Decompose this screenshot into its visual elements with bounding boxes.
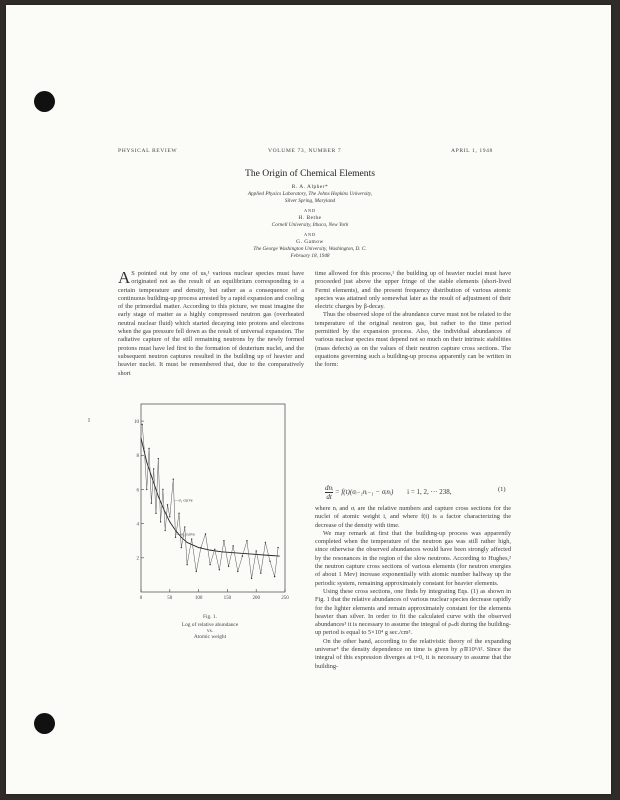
punch-hole-bottom: [34, 713, 55, 734]
data-point-observed: [196, 571, 197, 572]
data-point-observed: [237, 571, 238, 572]
x-tick-label: 150: [223, 596, 232, 601]
y-tick-label: 2: [136, 556, 139, 562]
figure-caption-label: Fig. 1.: [203, 614, 217, 620]
data-point-observed: [274, 576, 275, 577]
figure-caption-line: vs.: [206, 628, 214, 634]
data-point-observed: [269, 561, 270, 562]
data-point-observed: [173, 479, 174, 480]
x-tick-label: 100: [194, 596, 203, 601]
plot-frame: [141, 404, 285, 592]
data-point-observed: [260, 573, 261, 574]
equation-number: (1): [498, 486, 506, 493]
data-point-observed: [158, 458, 159, 459]
x-tick-label: 200: [252, 596, 260, 601]
data-point-observed: [155, 513, 156, 514]
data-point-observed: [242, 555, 243, 556]
body-paragraph: We may remark at first that the building-up process was apparently completed when the temperature of the neutron gas was still rather high, since otherwise the observed abundances would have been strongly affected by the resonances in the region of the slow neutrons. According to Hughes,² the neutron capture cross sections of various elements (for neutron energies of about 1 Mev) increase exponentially with atomic number halfway up the periodic system, remaining approximately constant for heavier elements.: [315, 529, 511, 587]
data-point-calculated: [233, 552, 234, 553]
and-separator: AND: [304, 232, 316, 237]
data-point-observed: [181, 547, 182, 548]
curve-label: —σ₂ curve: [176, 531, 195, 537]
body-paragraph: Thus the observed slope of the abundance curve must not be related to the temperature of the original neutron gas, but rather to the time period permitted by the expansion process. Also, the individual abundances of various nuclear species must depend not so much on their intrinsic stabilities (mass defects) as on the values of their neutron capture cross sections. The equations governing such a building-up process apparently can be written in the form:: [315, 311, 511, 369]
data-point-calculated: [169, 521, 170, 522]
equation-denominator: dt: [326, 493, 332, 501]
data-point-observed: [251, 578, 252, 579]
author-affiliation: Applied Physics Laboratory, The Johns Hopkins University,: [247, 191, 373, 197]
data-point-observed: [178, 513, 179, 514]
figure-caption-line: Log of relative abundance: [181, 622, 239, 628]
right-column: [315, 270, 511, 370]
margin-mark: I: [88, 418, 90, 424]
issue-date: APRIL 1, 1948: [451, 148, 493, 154]
data-point-observed: [160, 521, 161, 522]
data-point-observed: [246, 540, 247, 541]
data-point-observed: [265, 542, 266, 543]
data-point-calculated: [198, 547, 199, 548]
data-point-observed: [256, 550, 257, 551]
y-tick-label: 4: [136, 522, 139, 528]
data-point-observed: [214, 549, 215, 550]
author-name: R. A. Alpher*: [291, 184, 329, 190]
journal-name: PHYSICAL REVIEW: [118, 148, 178, 154]
data-point-observed: [167, 504, 168, 505]
data-point-observed: [146, 489, 147, 490]
body-paragraph: where nᵢ and σᵢ are the relative numbers and capture cross sections for the nuclei of atomic weight i, and where f(t) is a factor characterizing the decrease of the density with time.: [315, 505, 511, 529]
data-point-calculated: [158, 496, 159, 497]
equation-rhs: = f(t)(σᵢ₋₁nᵢ₋₁ − σᵢnᵢ): [334, 488, 394, 497]
y-tick-label: 8: [136, 454, 139, 460]
data-point-observed: [277, 547, 278, 548]
series-line-observed: [142, 425, 278, 579]
author-affiliation: Cornell University, Ithaca, New York: [271, 222, 349, 228]
series-line-calculated: [141, 438, 279, 556]
left-column: [118, 270, 304, 378]
x-tick-label: 0: [139, 596, 143, 601]
data-point-calculated: [181, 537, 182, 538]
y-tick-label: 10: [134, 419, 139, 425]
data-point-observed: [164, 530, 165, 531]
equation-1: [315, 484, 511, 501]
data-point-observed: [223, 540, 224, 541]
right-column-continued: [315, 505, 511, 671]
data-point-calculated: [210, 550, 211, 551]
data-point-calculated: [267, 555, 268, 556]
data-point-calculated: [187, 542, 188, 543]
data-point-observed: [186, 564, 187, 565]
data-point-calculated: [141, 438, 142, 439]
body-paragraph: time allowed for this process,¹ the building up of heavier nuclei must have proceeded just above the upper fringe of the stable elements (short-lived Fermi elements), and the present frequency distribution of various atomic species was attained only somewhat later as the result of adjustment of their electric charges by β-decay.: [315, 270, 511, 311]
received-date: February 18, 1948: [290, 253, 330, 259]
curve-label: —σ₁ curve: [174, 497, 193, 503]
punch-hole-top: [34, 91, 55, 112]
data-point-observed: [169, 516, 170, 517]
data-point-calculated: [279, 556, 280, 557]
figure-caption-line: Atomic weight: [193, 634, 227, 640]
data-point-observed: [228, 566, 229, 567]
x-tick-label: 50: [167, 596, 173, 601]
paper-sheet: [6, 5, 611, 794]
data-point-observed: [141, 424, 142, 425]
data-point-observed: [205, 533, 206, 534]
data-point-calculated: [146, 462, 147, 463]
data-point-observed: [175, 537, 176, 538]
equation-range: i = 1, 2, ··· 238,: [407, 488, 452, 497]
data-point-observed: [200, 547, 201, 548]
author-affiliation: The George Washington University, Washington, D. C.: [253, 246, 367, 252]
data-point-observed: [162, 489, 163, 490]
x-tick-label: 250: [281, 596, 289, 601]
author-name: H. Bethe: [298, 215, 322, 221]
volume-number: VOLUME 73, NUMBER 7: [268, 148, 342, 154]
body-paragraph: Using these cross sections, one finds by integrating Eqs. (1) as shown in Fig. 1 that the relative abundances of various nuclear species decrease rapidly for the lighter elements and remain approximately constant for the elements heavier than silver. In order to fit the calculated curve with the observed abundances³ it is necessary to assume the integral of ρₙdt during the building-up period is equal to 5×10⁴ g sec./cm³.: [315, 587, 511, 637]
data-point-observed: [191, 538, 192, 539]
author-affiliation-line2: Silver Spring, Maryland: [284, 198, 336, 204]
data-point-observed: [153, 468, 154, 469]
abundance-chart: [131, 398, 291, 613]
paper-title: The Origin of Chemical Elements: [244, 168, 375, 179]
data-point-observed: [219, 569, 220, 570]
data-point-calculated: [244, 553, 245, 554]
equation-numerator: dnᵢ: [325, 484, 334, 492]
body-paragraph: On the other hand, according to the relativistic theory of the expanding universe⁴ the density dependence on time is given by ρ≅10⁶/t². Since the integral of this expression diverges at t=0, it is necessary to assume that the building-: [315, 637, 511, 670]
data-point-observed: [232, 545, 233, 546]
data-point-observed: [151, 502, 152, 503]
figure-1: [131, 398, 291, 613]
data-point-observed: [148, 448, 149, 449]
drop-cap: A: [118, 268, 131, 287]
y-tick-label: 6: [136, 488, 139, 494]
data-point-observed: [144, 451, 145, 452]
data-point-observed: [184, 526, 185, 527]
author-name: G. Gamow: [296, 239, 324, 245]
body-paragraph: S pointed out by one of us,¹ various nuclear species must have originated not as the result of an equilibrium corresponding to a certain temperature and density, but rather as a consequence of a continuous building-up process arrested by a rapid expansion and cooling of the primordial matter. According to this picture, we must imagine the early stage of matter as a highly compressed neutron gas (overheated neutral nuclear fluid) which started decaying into protons and electrons when the gas pressure fell down as the result of universal expansion. The radiative capture of the still remaining neutrons by the newly formed protons must have led first to the formation of deuterium nuclei, and the subsequent neutron captures resulted in the building up of heavier and heavier nuclei. It must be remembered that, due to the comparatively short: [118, 270, 304, 377]
data-point-observed: [209, 564, 210, 565]
and-separator: AND: [304, 208, 316, 213]
